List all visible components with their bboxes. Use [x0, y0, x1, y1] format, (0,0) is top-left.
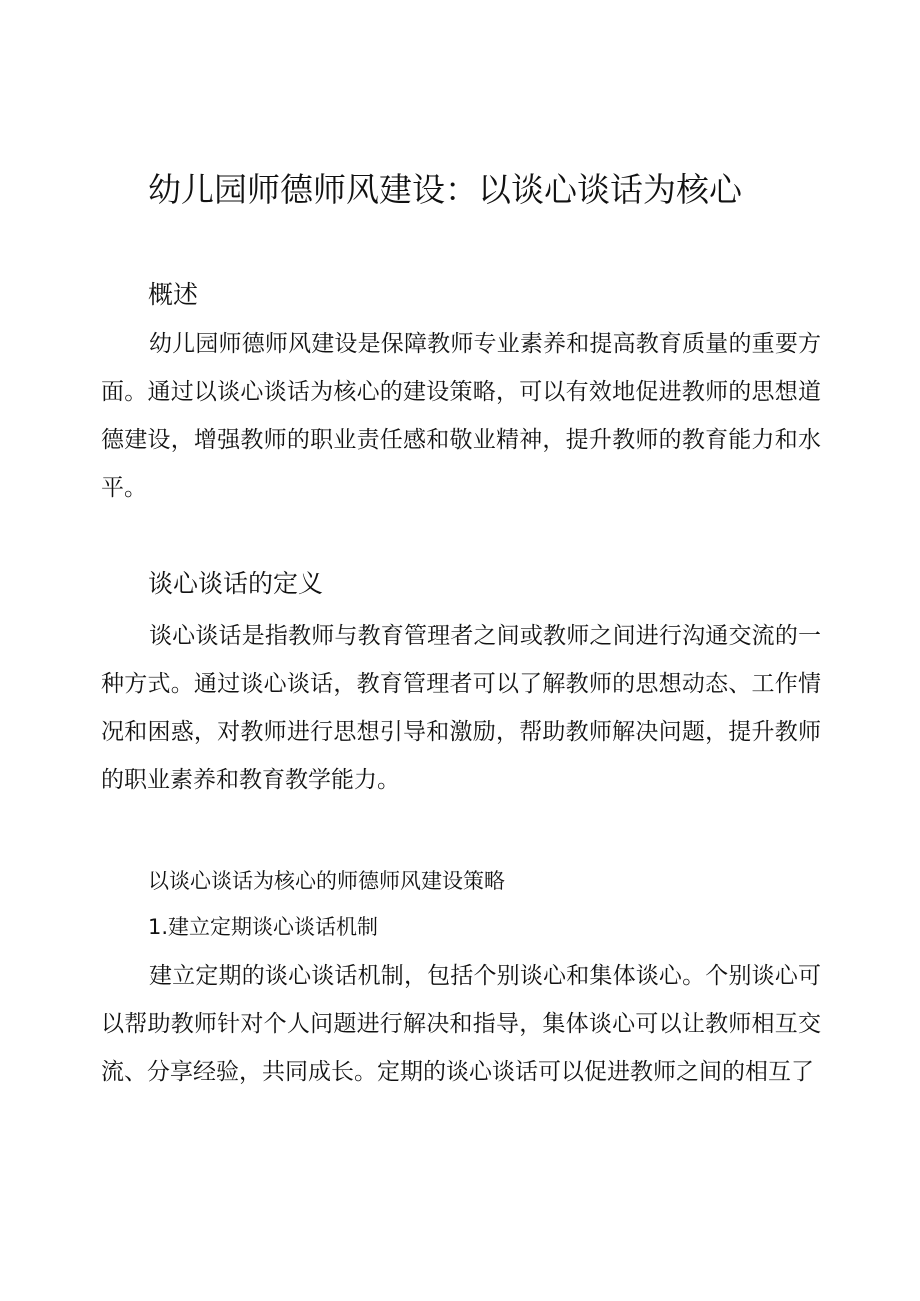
- document-title: 幼儿园师德师风建设：以谈心谈话为核心: [148, 170, 742, 209]
- paragraph-overview: 幼儿园师德师风建设是保障教师专业素养和提高教育质量的重要方面。通过以谈心谈话为核心的建设策略，可以有效地促进教师的思想道德建设，增强教师的职业责任感和敬业精神，提升教师的教育能力和水平。: [101, 331, 821, 501]
- subsection-heading-regular-talk-mechanism: 1.建立定期谈心谈话机制: [148, 915, 379, 939]
- section-heading-strategy: 以谈心谈话为核心的师德师风建设策略: [148, 869, 505, 893]
- paragraph-regular-talk-mechanism: 建立定期的谈心谈话机制，包括个别谈心和集体谈心。个别谈心可以帮助教师针对个人问题进行解决和指导，集体谈心可以让教师相互交流、分享经验，共同成长。定期的谈心谈话可以促进教师之间的相互了: [101, 963, 821, 1085]
- paragraph-definition: 谈心谈话是指教师与教育管理者之间或教师之间进行沟通交流的一种方式。通过谈心谈话，教育管理者可以了解教师的思想动态、工作情况和困惑，对教师进行思想引导和激励，帮助教师解决问题，提升教师的职业素养和教育教学能力。: [101, 623, 821, 793]
- section-heading-definition: 谈心谈话的定义: [148, 569, 324, 598]
- section-heading-overview: 概述: [148, 280, 199, 309]
